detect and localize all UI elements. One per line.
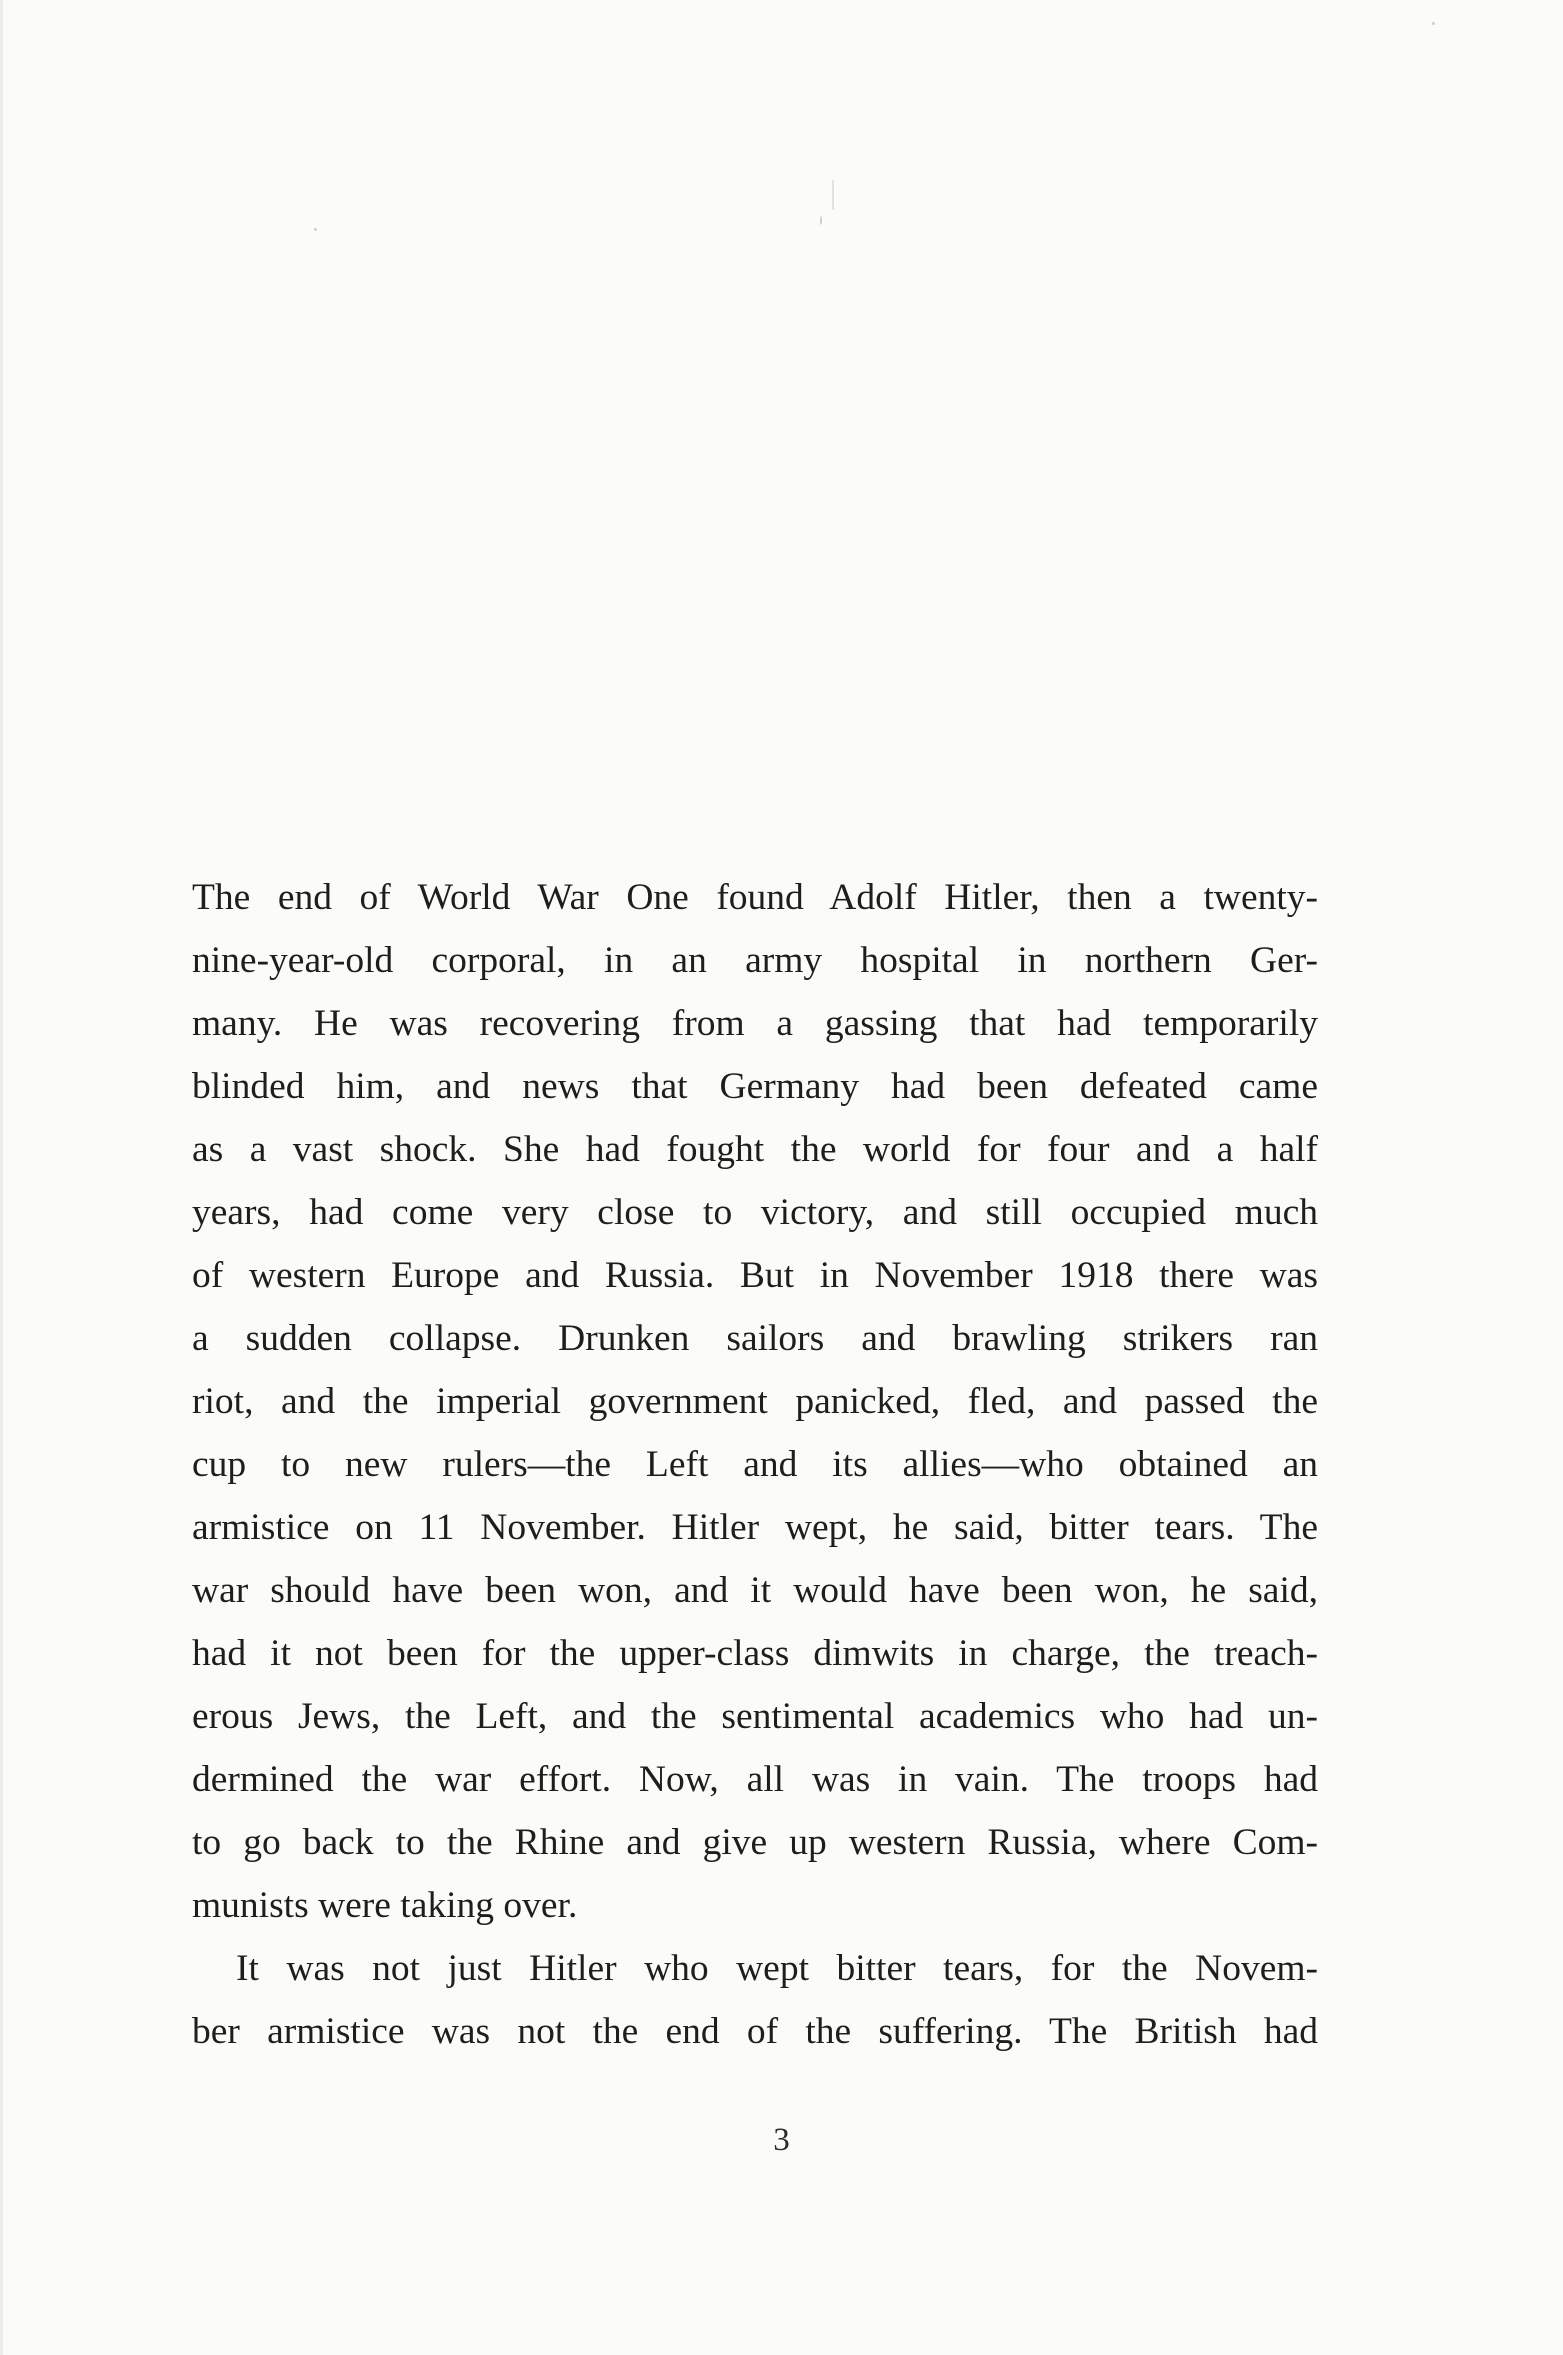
text-line: The end of World War One found Adolf Hitler, then a twenty- [192, 877, 1318, 918]
paper-speck [314, 228, 317, 231]
text-line: nine-year-old corporal, in an army hospital in northern Ger- [192, 940, 1318, 981]
text-line: cup to new rulers—the Left and its allies—who obtained an [192, 1444, 1318, 1485]
text-line: It was not just Hitler who wept bitter tears, for the Novem- [236, 1948, 1318, 1989]
left-page-edge [0, 0, 3, 2355]
text-line: war should have been won, and it would have been won, he said, [192, 1570, 1318, 1611]
text-line: armistice on 11 November. Hitler wept, he said, bitter tears. The [192, 1507, 1318, 1548]
text-line: had it not been for the upper-class dimwits in charge, the treach- [192, 1633, 1318, 1674]
paper-speck [820, 216, 822, 225]
page-number: 3 [773, 2122, 790, 2158]
body-text [192, 866, 1318, 2063]
text-line: many. He was recovering from a gassing that had temporarily [192, 1003, 1318, 1044]
paragraph-2 [192, 1937, 1318, 2063]
text-line: to go back to the Rhine and give up western Russia, where Com- [192, 1822, 1318, 1863]
text-line: of western Europe and Russia. But in November 1918 there was [192, 1255, 1318, 1296]
text-line: a sudden collapse. Drunken sailors and brawling strikers ran [192, 1318, 1318, 1359]
paper-speck [1432, 22, 1435, 25]
paper-speck [832, 180, 834, 210]
text-line: riot, and the imperial government panicked, fled, and passed the [192, 1381, 1318, 1422]
text-line: as a vast shock. She had fought the world for four and a half [192, 1129, 1318, 1170]
text-line: dermined the war effort. Now, all was in vain. The troops had [192, 1759, 1318, 1800]
text-line: ber armistice was not the end of the suffering. The British had [192, 2011, 1318, 2052]
text-line: blinded him, and news that Germany had been defeated came [192, 1066, 1318, 1107]
text-line: erous Jews, the Left, and the sentimental academics who had un- [192, 1696, 1318, 1737]
paragraph-1 [192, 866, 1318, 1937]
text-line: munists were taking over. [192, 1885, 578, 1926]
text-line: years, had come very close to victory, and still occupied much [192, 1192, 1318, 1233]
